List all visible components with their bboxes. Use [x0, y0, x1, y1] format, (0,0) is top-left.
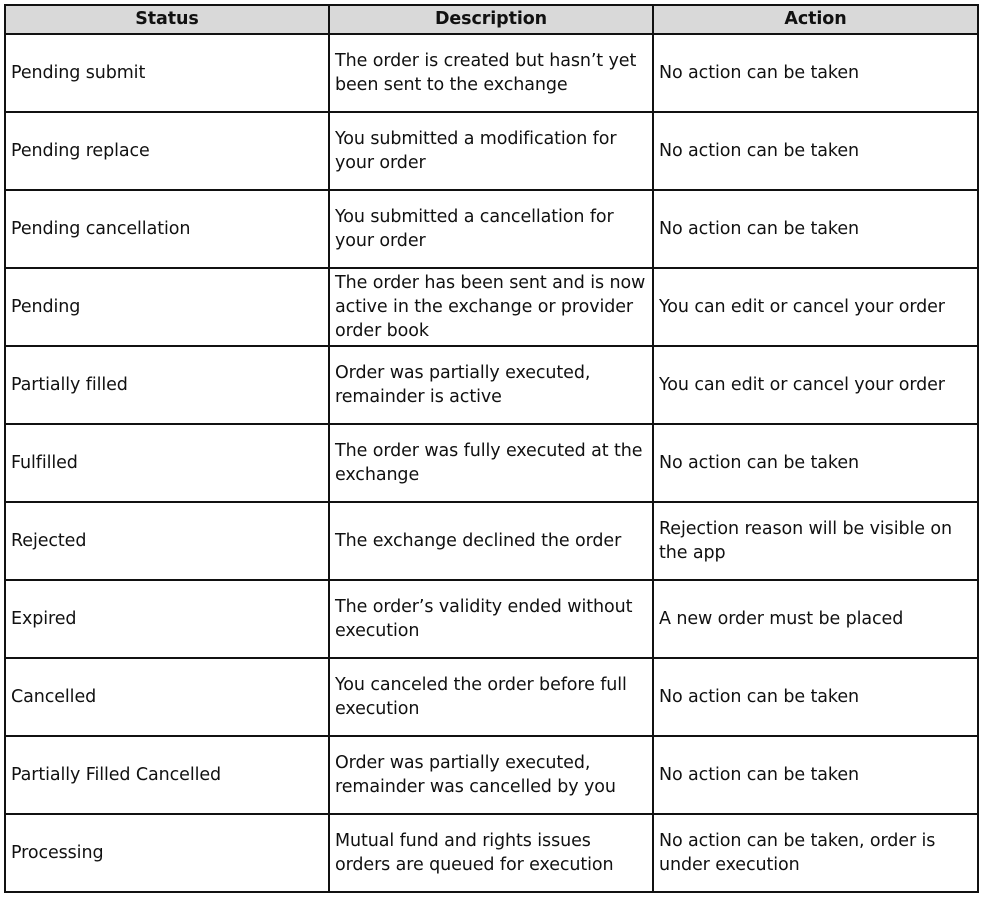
action-cell: No action can be taken	[653, 736, 978, 814]
table-row	[5, 112, 978, 190]
status-cell: Expired	[5, 580, 329, 658]
action-cell: You can edit or cancel your order	[653, 268, 978, 346]
description-cell: You submitted a cancellation for your order	[329, 190, 653, 268]
description-cell: Order was partially executed, remainder is active	[329, 346, 653, 424]
description-cell: The order was fully executed at the exchange	[329, 424, 653, 502]
table-row	[5, 814, 978, 892]
action-cell: No action can be taken	[653, 424, 978, 502]
action-cell: A new order must be placed	[653, 580, 978, 658]
status-cell: Rejected	[5, 502, 329, 580]
column-header-description: Description	[329, 5, 653, 34]
action-cell: No action can be taken	[653, 190, 978, 268]
status-cell: Processing	[5, 814, 329, 892]
table-row	[5, 34, 978, 112]
table-row	[5, 424, 978, 502]
action-cell: No action can be taken	[653, 112, 978, 190]
column-header-status: Status	[5, 5, 329, 34]
table-header	[5, 5, 978, 34]
table-row	[5, 190, 978, 268]
status-cell: Partially Filled Cancelled	[5, 736, 329, 814]
status-cell: Pending	[5, 268, 329, 346]
description-cell: The order has been sent and is now active in the exchange or provider order book	[329, 268, 653, 346]
status-cell: Pending submit	[5, 34, 329, 112]
description-cell: The order is created but hasn’t yet been sent to the exchange	[329, 34, 653, 112]
status-cell: Partially filled	[5, 346, 329, 424]
table-row	[5, 580, 978, 658]
description-cell: The order’s validity ended without execution	[329, 580, 653, 658]
table-row	[5, 736, 978, 814]
action-cell: You can edit or cancel your order	[653, 346, 978, 424]
status-cell: Fulfilled	[5, 424, 329, 502]
order-status-table	[4, 4, 979, 893]
action-cell: No action can be taken	[653, 658, 978, 736]
status-cell: Cancelled	[5, 658, 329, 736]
table-body	[5, 34, 978, 892]
table-row	[5, 268, 978, 346]
table-row	[5, 346, 978, 424]
description-cell: You canceled the order before full execution	[329, 658, 653, 736]
action-cell: Rejection reason will be visible on the app	[653, 502, 978, 580]
table-row	[5, 502, 978, 580]
action-cell: No action can be taken, order is under execution	[653, 814, 978, 892]
column-header-action: Action	[653, 5, 978, 34]
status-cell: Pending replace	[5, 112, 329, 190]
action-cell: No action can be taken	[653, 34, 978, 112]
description-cell: You submitted a modification for your order	[329, 112, 653, 190]
description-cell: The exchange declined the order	[329, 502, 653, 580]
header-row	[5, 5, 978, 34]
status-cell: Pending cancellation	[5, 190, 329, 268]
table-row	[5, 658, 978, 736]
description-cell: Order was partially executed, remainder was cancelled by you	[329, 736, 653, 814]
description-cell: Mutual fund and rights issues orders are queued for execution	[329, 814, 653, 892]
